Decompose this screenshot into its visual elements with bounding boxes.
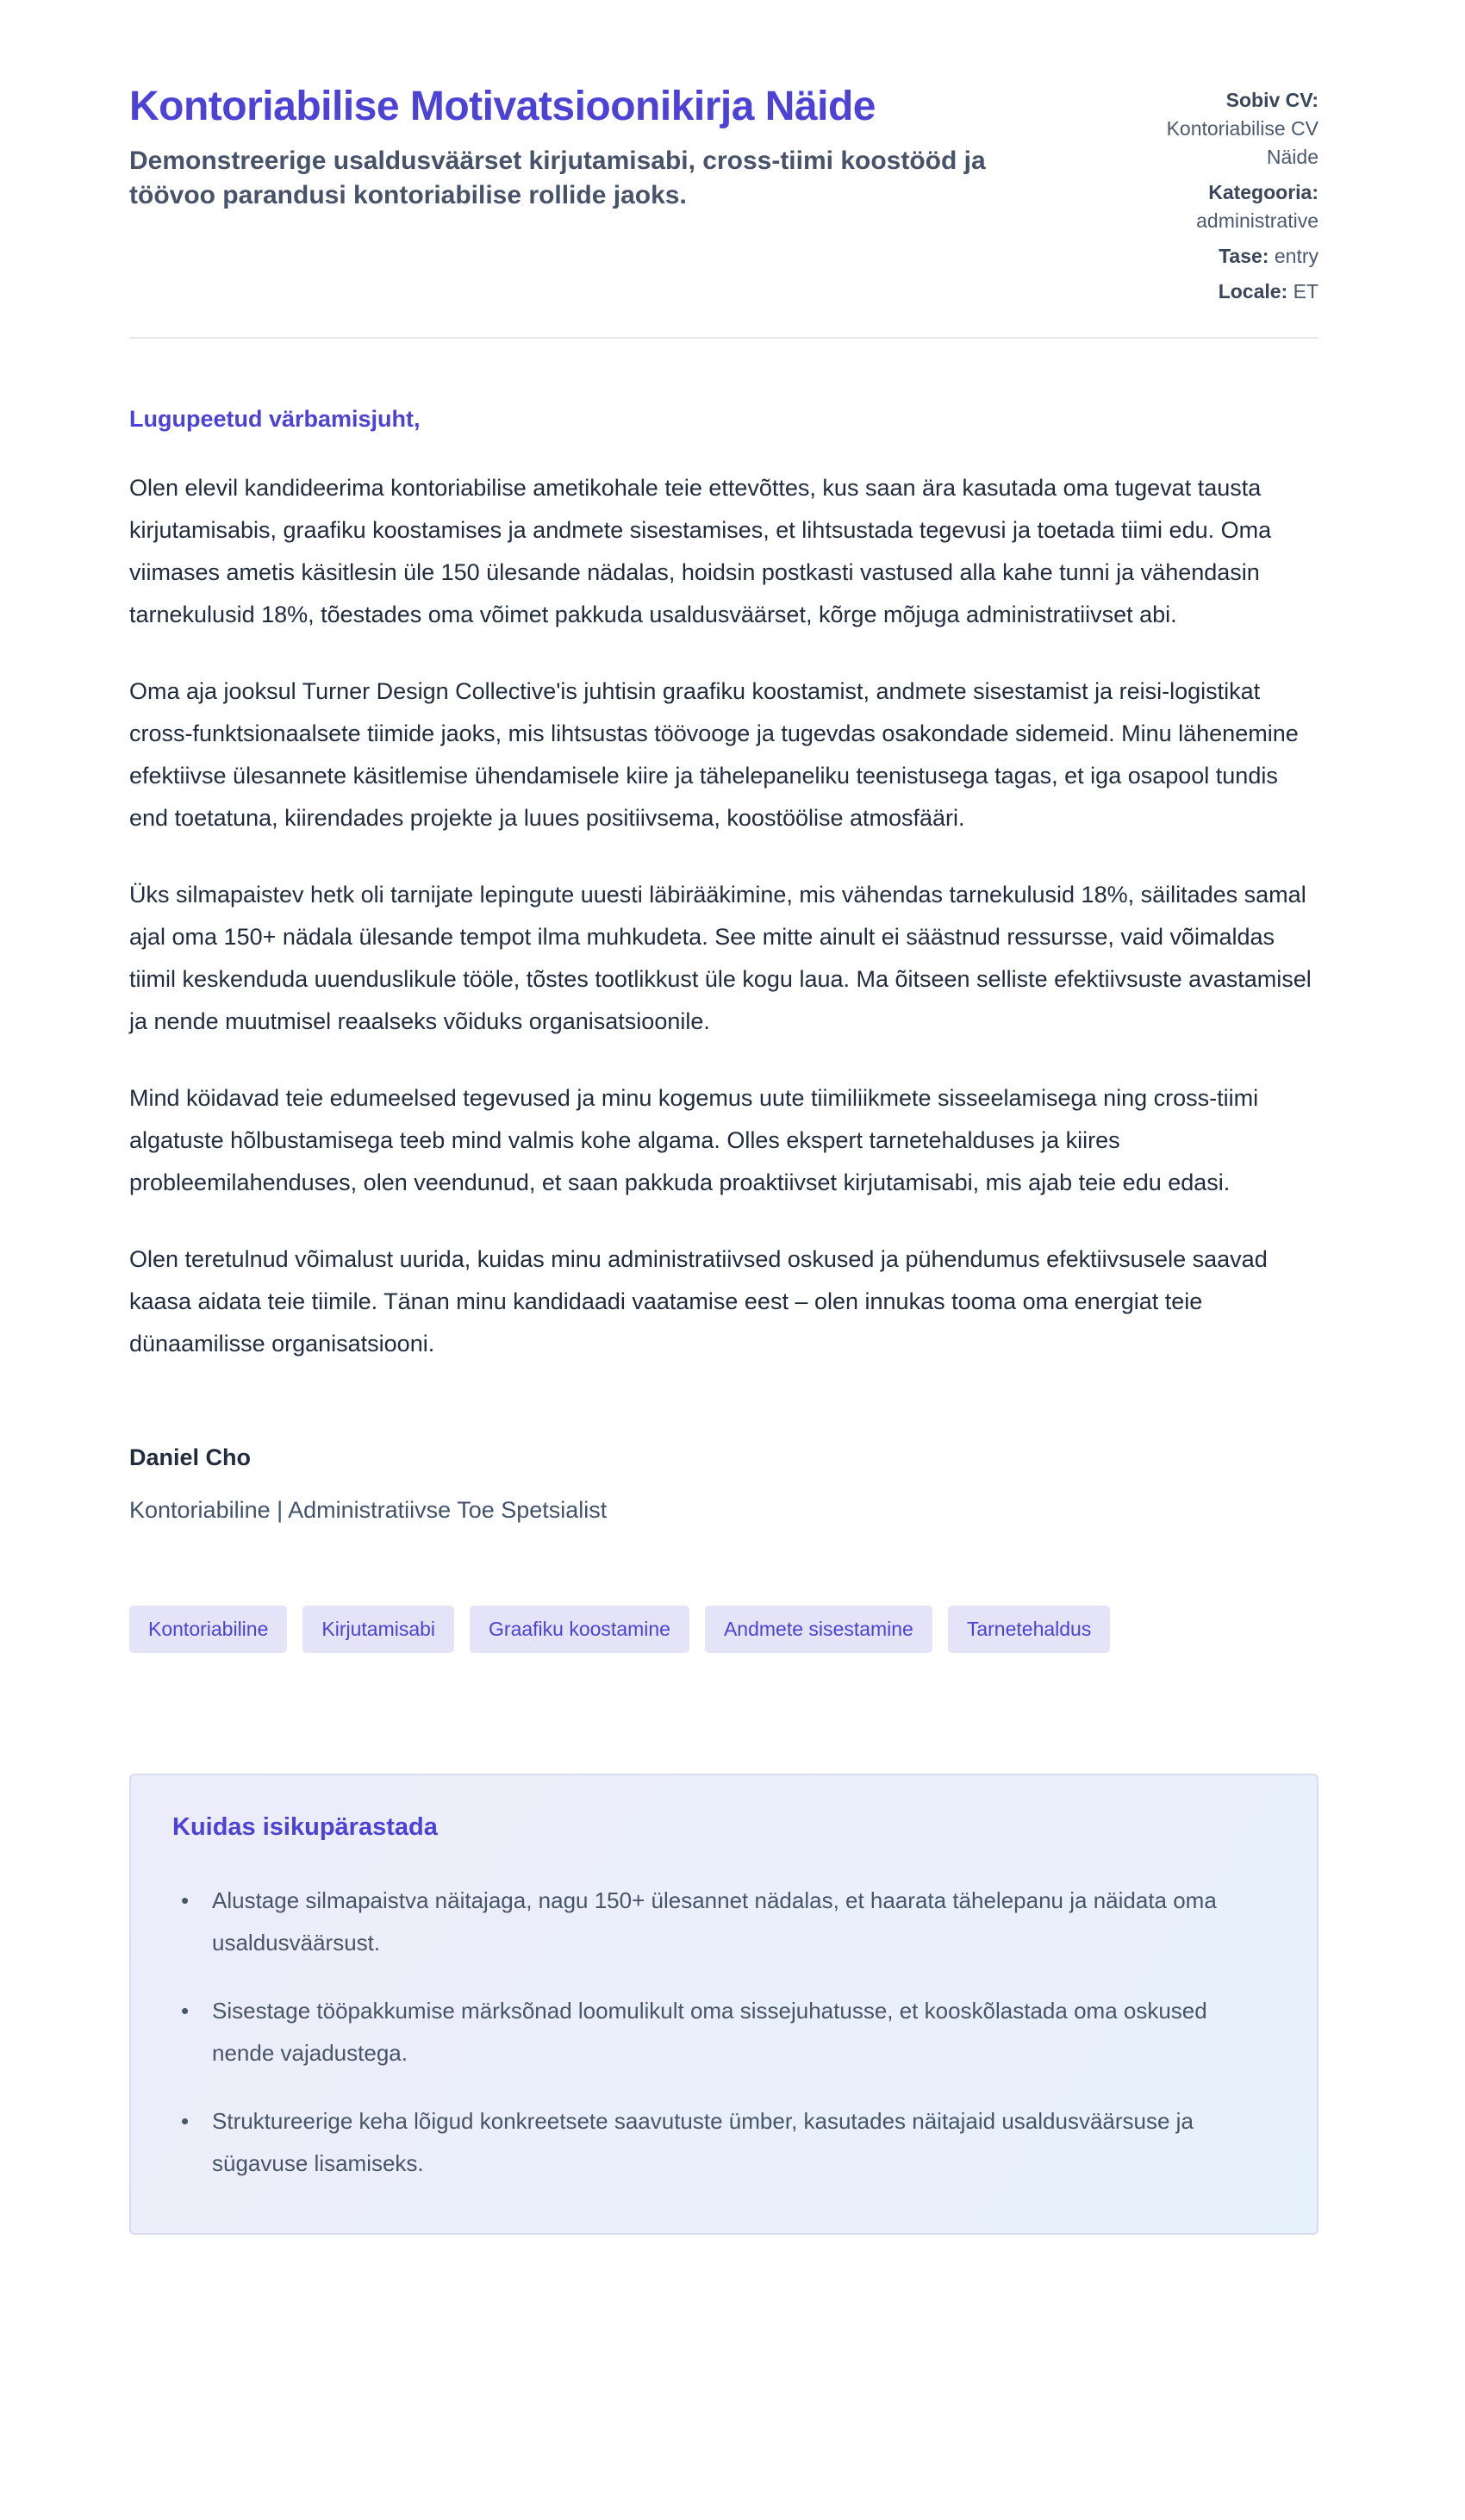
cover-letter-body — [129, 406, 1318, 1524]
page-subtitle: Demonstreerige usaldusväärset kirjutamisabi, cross-tiimi koostööd ja töövoo parandusi kontoriabilise rollide jaoks. — [129, 147, 986, 210]
skill-tag-list — [129, 1606, 1318, 1653]
signature-name: Daniel Cho — [129, 1444, 252, 1470]
tip-item: • Sisestage tööpakkumise märksõnad loomulikult oma sissejuhatusse, et kooskõlastada oma oskused nende vajadustega. — [172, 1990, 1275, 2074]
tip-item: • Struktureerige keha lõigud konkreetsete saavutuste ümber, kasutades näitajaid usaldusväärsuse ja sügavuse lisamiseks. — [172, 2100, 1275, 2185]
meta-label: Locale: — [1218, 280, 1288, 303]
meta-value: Kontoriabilise CV Näide — [1166, 117, 1318, 168]
skill-tag-chip[interactable]: Kontoriabiline — [129, 1606, 287, 1653]
letter-greeting: Lugupeetud värbamisjuht, — [129, 406, 421, 432]
header-title-block — [129, 83, 1000, 213]
meta-level — [1116, 242, 1318, 271]
letter-paragraph: Üks silmapaistev hetk oli tarnijate lepingute uuesti läbirääkimine, mis vähendas tarnekulusid 18%, säilitades samal ajal oma 150+ nädala ülesande tempot ilma muhkudeta. See mitte ainult ei säästnud ressursse, vaid võimaldas tiimil keskenduda uuenduslikule tööle, tõstes tootlikkust üle kogu laua. Ma õitseen selliste efektiivsuste avastamisel ja nende muutmisel reaalseks võiduks organisatsioonile. — [129, 882, 1312, 1034]
letter-paragraph: Mind köidavad teie edumeelsed tegevused ja minu kogemus uute tiimiliikmete sisseelamisega ning cross-tiimi algatuste hõlbustamisega teeb mind valmis kohe algama. Olles ekspert tarnetehalduses ja kiires probleemilahenduses, olen veendunud, et saan pakkuda proaktiivset kirjutamisabi, mis ajab teie edu edasi. — [129, 1085, 1259, 1195]
meta-panel — [1116, 83, 1318, 313]
skill-tag-chip[interactable]: Andmete sisestamine — [705, 1606, 932, 1653]
skill-tag-chip[interactable]: Graafiku koostamine — [470, 1606, 689, 1653]
personalization-tips-box — [129, 1774, 1318, 2235]
meta-locale — [1116, 278, 1318, 306]
tips-heading: Kuidas isikupärastada — [172, 1813, 438, 1841]
meta-label: Sobiv CV: — [1225, 89, 1318, 111]
skill-tag-chip[interactable]: Tarnetehaldus — [948, 1606, 1111, 1653]
letter-paragraph: Oma aja jooksul Turner Design Collective'is juhtisin graafiku koostamist, andmete sisestamist ja reisi-logistikat cross-funktsionaalsete tiimide jaoks, mis lihtsustas töövooge ja tugevdas osakondade sidemeid. Minu lähenemine efektiivse ülesannete käsitlemise ühendamisele kiire ja tähelepaneliku teenistusega tagas, et iga osapool tundis end toetatuna, kiirendades projekte ja luues positiivsema, koostöölise atmosfääri. — [129, 678, 1299, 831]
page-header — [129, 83, 1318, 313]
letter-paragraph: Olen elevil kandideerima kontoriabilise ametikohale teie ettevõttes, kus saan ära kasutada oma tugevat tausta kirjutamisabis, graafiku koostamises ja andmete sisestamises, et lihtsustada tegevusi ja toetada tiimi edu. Oma viimases ametis käsitlesin üle 150 ülesande nädalas, hoidsin postkasti vastused alla kahe tunni ja vähendasin tarnekulusid 18%, tõestades oma võimet pakkuda usaldusväärset, kõrge mõjuga administratiivset abi. — [129, 475, 1272, 627]
tips-list — [172, 1880, 1275, 2185]
signature-role: Kontoriabiline | Administratiivse Toe Spetsialist — [129, 1497, 608, 1523]
meta-label: Tase: — [1219, 245, 1269, 267]
tip-item: • Alustage silmapaistva näitajaga, nagu 150+ ülesannet nädalas, et haarata tähelepanu ja näidata oma usaldusväärsust. — [172, 1880, 1275, 1964]
meta-category — [1116, 178, 1318, 235]
meta-label: Kategooria: — [1208, 181, 1318, 203]
meta-value: ET — [1293, 280, 1318, 303]
skill-tag-chip[interactable]: Kirjutamisabi — [302, 1606, 454, 1653]
meta-matching-cv — [1116, 86, 1318, 172]
meta-value: administrative — [1196, 209, 1318, 232]
page-title: Kontoriabilise Motivatsioonikirja Näide — [129, 84, 876, 129]
meta-value: entry — [1274, 245, 1318, 267]
header-divider — [129, 337, 1318, 339]
letter-paragraph: Olen teretulnud võimalust uurida, kuidas minu administratiivsed oskused ja pühendumus efektiivsusele saavad kaasa aidata teie tiimile. Tänan minu kandidaadi vaatamise eest – olen innukas tooma oma energiat teie dünaamilisse organisatsiooni. — [129, 1246, 1268, 1357]
